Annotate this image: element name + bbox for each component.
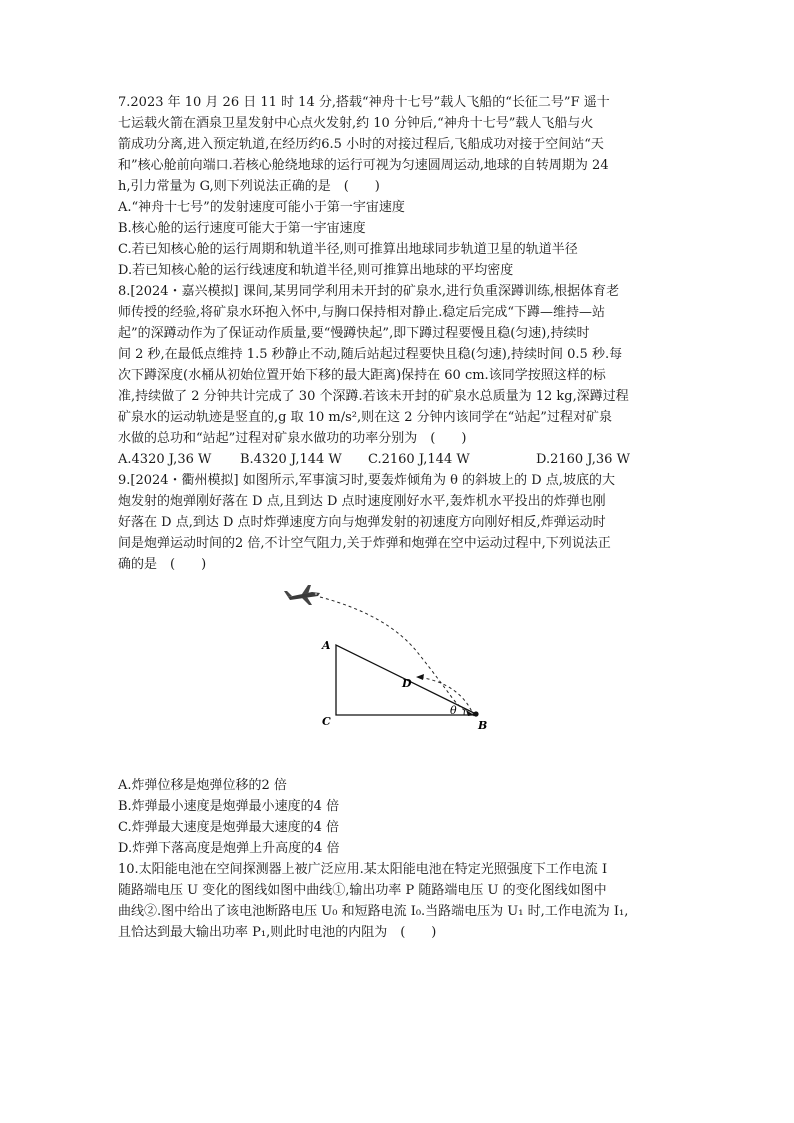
question-8-line: 8.[2024・嘉兴模拟] 课间,某男同学利用未开封的矿泉水,进行负重深蹲训练,根据体育老 bbox=[118, 284, 620, 299]
slope-diagram-svg bbox=[278, 583, 518, 771]
question-7-line: 箭成功分离,进入预定轨道,在经历约6.5 小时的对接过程后,飞船成功对接于空间站“天 bbox=[118, 137, 604, 152]
question-9-line: 好落在 D 点,到达 D 点时炸弹速度方向与炮弹发射的初速度方向刚好相反,炸弹运动时 bbox=[118, 515, 606, 530]
label-d: D bbox=[402, 677, 412, 690]
question-8-line: 矿泉水的运动轨迹是竖直的,g 取 10 m/s²,则在这 2 分钟内该同学在“站起”过程对矿泉 bbox=[118, 410, 612, 425]
question-9-line: 炮发射的炮弹刚好落在 D 点,且到达 D 点时速度刚好水平,轰炸机水平投出的炸弹也刚 bbox=[118, 494, 606, 509]
question-9 bbox=[118, 470, 678, 859]
question-7-line: 7.2023 年 10 月 26 日 11 时 14 分,搭载“神舟十七号”载人飞船的“长征二号”F 遥十 bbox=[118, 95, 610, 110]
question-7-line: h,引力常量为 G,则下列说法正确的是 ( ) bbox=[118, 179, 380, 194]
question-8-option-b: B.4320 J,144 W bbox=[240, 452, 342, 467]
question-9-line: 确的是 ( ) bbox=[118, 557, 207, 572]
bomber-plane-icon bbox=[284, 585, 320, 605]
shell-arrowhead bbox=[416, 674, 424, 680]
question-8-options bbox=[118, 449, 678, 470]
question-9-line: 9.[2024・衢州模拟] 如图所示,军事演习时,要轰炸倾角为 θ 的斜坡上的 D 点,坡底的大 bbox=[118, 473, 615, 488]
label-theta: θ bbox=[450, 704, 457, 717]
question-10-line: 随路端电压 U 变化的图线如图中曲线①,输出功率 P 随路端电压 U 的变化图线如图中 bbox=[118, 883, 607, 898]
question-7-option-b: B.核心舱的运行速度可能大于第一宇宙速度 bbox=[118, 221, 366, 236]
bomb-trajectory bbox=[320, 597, 471, 714]
question-8-line: 次下蹲深度(水桶从初始位置开始下移的最大距离)保持在 60 cm.该同学按照这样的标 bbox=[118, 368, 606, 383]
question-10 bbox=[118, 859, 678, 943]
point-b-cannon bbox=[473, 711, 478, 716]
label-b: B bbox=[478, 719, 488, 732]
question-8-option-a: A.4320 J,36 W bbox=[118, 452, 212, 467]
question-9-option-c: C.炸弹最大速度是炮弹最大速度的4 倍 bbox=[118, 820, 340, 835]
slope-diagram bbox=[118, 583, 678, 771]
question-9-option-d: D.炸弹下落高度是炮弹上升高度的4 倍 bbox=[118, 841, 340, 856]
label-c: C bbox=[322, 715, 331, 728]
question-8-line: 准,持续做了 2 分钟共计完成了 30 个深蹲.若该未开封的矿泉水总质量为 12 kg,深蹲过程 bbox=[118, 389, 629, 404]
label-a: A bbox=[322, 639, 331, 652]
question-8-line: 起”的深蹲动作为了保证动作质量,要“慢蹲快起”,即下蹲过程要慢且稳(匀速),持续时 bbox=[118, 326, 590, 341]
exam-page bbox=[118, 92, 678, 943]
question-8-line: 师传授的经验,将矿泉水环抱入怀中,与胸口保持相对静止.稳定后完成“下蹲—维持—站 bbox=[118, 305, 606, 320]
question-9-line: 间是炮弹运动时间的2 倍,不计空气阻力,关于炸弹和炮弹在空中运动过程中,下列说法正 bbox=[118, 536, 611, 551]
question-10-line: 10.太阳能电池在空间探测器上被广泛应用.某太阳能电池在特定光照强度下工作电流 I bbox=[118, 862, 608, 877]
question-7-line: 和”核心舱前向端口.若核心舱绕地球的运行可视为匀速圆周运动,地球的自转周期为 24 bbox=[118, 158, 609, 173]
angle-arc bbox=[464, 709, 466, 716]
question-7-option-c: C.若已知核心舱的运行周期和轨道半径,则可推算出地球同步轨道卫星的轨道半径 bbox=[118, 242, 578, 257]
shell-trajectory bbox=[418, 677, 474, 716]
question-7 bbox=[118, 92, 678, 281]
question-8-option-d: D.2160 J,36 W bbox=[536, 452, 630, 467]
question-9-option-b: B.炸弹最小速度是炮弹最小速度的4 倍 bbox=[118, 799, 340, 814]
question-9-option-a: A.炸弹位移是炮弹位移的2 倍 bbox=[118, 778, 287, 793]
question-7-line: 七运载火箭在酒泉卫星发射中心点火发射,约 10 分钟后,“神舟十七号”载人飞船与火 bbox=[118, 116, 594, 131]
question-10-line: 且恰达到最大输出功率 P₁,则此时电池的内阻为 ( ) bbox=[118, 925, 437, 940]
question-7-option-d: D.若已知核心舱的运行线速度和轨道半径,则可推算出地球的平均密度 bbox=[118, 263, 514, 278]
question-10-line: 曲线②.图中给出了该电池断路电压 U₀ 和短路电流 I₀.当路端电压为 U₁ 时,工作电流为 I₁, bbox=[118, 904, 629, 919]
question-8-option-c: C.2160 J,144 W bbox=[368, 452, 470, 467]
question-8 bbox=[118, 281, 678, 470]
question-7-option-a: A.“神舟十七号”的发射速度可能小于第一宇宙速度 bbox=[118, 200, 405, 215]
question-8-line: 间 2 秒,在最低点维持 1.5 秒静止不动,随后站起过程要快且稳(匀速),持续时间 0.5 秒.每 bbox=[118, 347, 623, 362]
question-8-line: 水做的总功和“站起”过程对矿泉水做功的功率分别为 ( ) bbox=[118, 431, 467, 446]
